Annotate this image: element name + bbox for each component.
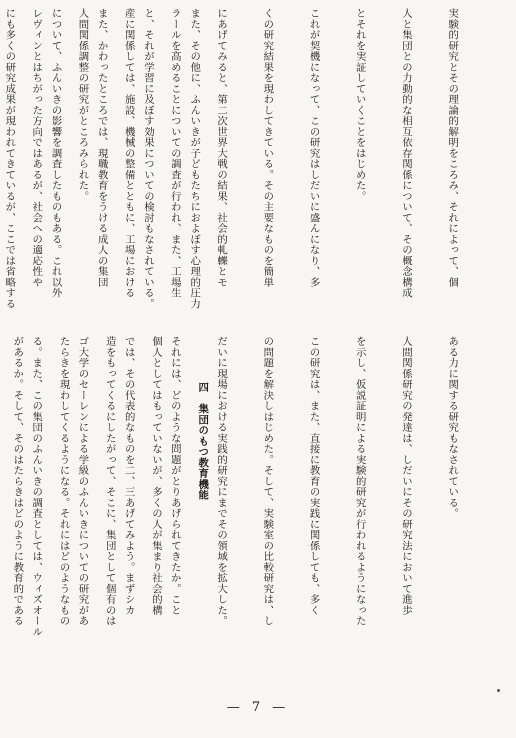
text-line: について、ふんいきの影響を調査したものもある。これ以外 [49, 8, 62, 299]
page-number: — 7 — [226, 700, 290, 715]
text-line: この研究は、また、直接に教育の実践に関係しても、多く [307, 336, 320, 616]
text-line: これが契機になって、この研究はしだいに盛んになり、多 [307, 8, 320, 288]
text-line: にも多くの研究成果が現われてきているが、ここでは省略する [3, 8, 16, 309]
text-line: レヴィンとはちがった方向ではあるが、社会への適応性や [30, 8, 43, 288]
text-line: 人間関係調整の研究がところみられた。 [76, 8, 89, 202]
section-heading: 四 集団のもつ教育機能 [196, 382, 209, 501]
text-line: があるか。そして、そのはたらきはどのように教育的である [11, 336, 24, 627]
text-line: では、その代表的なものを二、三あげてみよう。まずシカ [122, 336, 135, 616]
text-line: の問題を解決しはじめた。そして、実験室の比較研究は、し [261, 336, 274, 627]
text-line: を示し、仮説証明による実験的研究が行われるようになった [353, 336, 366, 627]
text-line: だいに現場における実践的研究にまでその領域を拡大した。 [215, 336, 228, 627]
text-line: また、かわったところでは、現職教育をうける成人の集団 [95, 8, 108, 288]
text-line: ゴ大学のセーレンによる学級のふんいきについての研究があ [76, 336, 89, 627]
text-line: と、それが学習に及ぼす効果についての検討もなされている。 [141, 8, 154, 309]
print-speck [497, 689, 500, 692]
text-line: 造をもってくるにしたがって、そこに、集団として個有のは [103, 336, 116, 627]
left-column-lower-text [11, 336, 240, 686]
text-line: 人と集団との力動的な相互依存関係について、その概念構成 [399, 8, 412, 299]
text-line: ある力に関する研究もなされている。 [446, 336, 459, 519]
text-line: 実験的研究とその理論的解明をころみ、それによって、個 [446, 8, 459, 288]
text-line: それには、どのような問題がとりあげられてきたか。こと [168, 336, 181, 616]
text-line: にあげてみると、第二次世界大戦の結果、社会的軋轢とモ [215, 8, 228, 288]
text-line: る。また、この集団のふんいきの調査としては、ウィズオール [30, 336, 43, 637]
text-line: 産に関係しては、施設、機械の整備とともに、工場における [122, 8, 135, 299]
text-line: 個人としてはもっていないが、多くの人が集まり社会的構 [149, 336, 162, 616]
text-line: とそれを実証していくことをはじめた。 [353, 8, 366, 202]
left-column-upper-text [3, 8, 232, 328]
text-line: また、その他に、ふんいきが子どもたちにおよぼす心理的圧力 [188, 8, 201, 309]
text-line: 人間関係研究の発達は、しだいにその研究法において進歩 [399, 336, 412, 616]
text-line: たらきを現わしてくるようになる。それにはどのようなもの [57, 336, 70, 627]
text-line: ラールを高めることについての調査が行われ、また、工場生 [168, 8, 181, 299]
text-line: くの研究結果を現わしてきている。その主要なものを簡単 [261, 8, 274, 288]
